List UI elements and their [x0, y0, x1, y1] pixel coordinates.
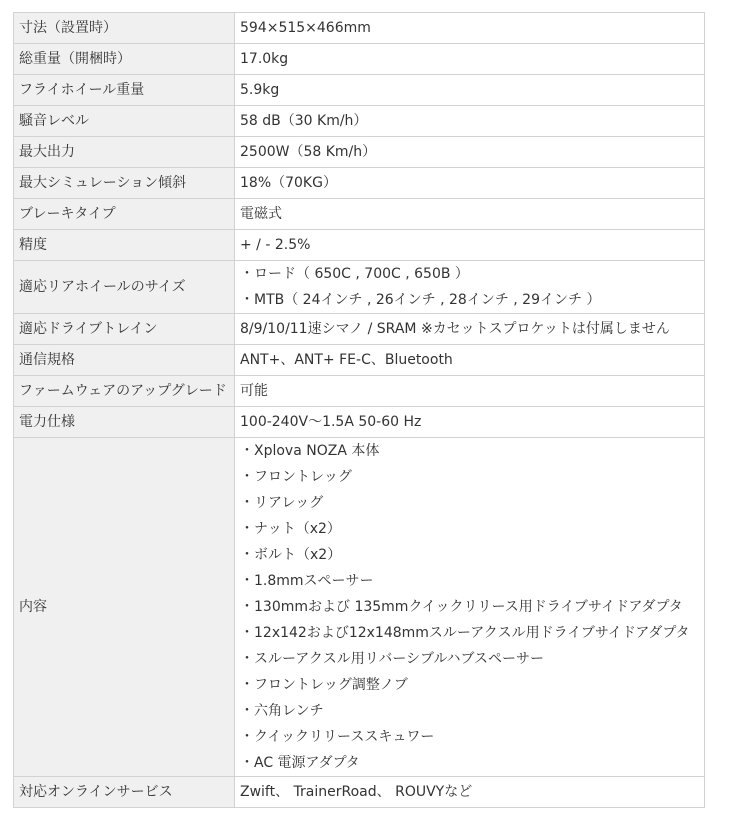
table-row [14, 230, 705, 261]
list-item: ・クイックリリーススキュワー [240, 729, 435, 745]
spec-value [235, 438, 705, 777]
list-item: ・スルーアクスル用リバーシブルハブスペーサー [240, 651, 544, 667]
table-row [14, 137, 705, 168]
list-item: ・ロード（ 650C , 700C , 650B ） [240, 266, 469, 282]
spec-value: 594×515×466mm [235, 13, 705, 44]
table-row [14, 376, 705, 407]
table-row [14, 44, 705, 75]
bullet-list [240, 438, 704, 776]
table-row [14, 407, 705, 438]
list-item: ・MTB（ 24インチ , 26インチ , 28インチ , 29インチ ） [240, 292, 601, 308]
spec-key: 対応オンラインサービス [14, 777, 235, 808]
spec-value: 100-240V～1.5A 50-60 Hz [235, 407, 705, 438]
list-item: ・1.8mmスペーサー [240, 573, 374, 589]
table-row [14, 106, 705, 137]
spec-key: 通信規格 [14, 345, 235, 376]
spec-key: 総重量（開梱時） [14, 44, 235, 75]
spec-value: ANT+、ANT+ FE-C、Bluetooth [235, 345, 705, 376]
table-row [14, 75, 705, 106]
spec-table [13, 12, 705, 808]
spec-value: Zwift、 TrainerRoad、 ROUVYなど [235, 777, 705, 808]
list-item: ・AC 電源アダプタ [240, 755, 360, 771]
table-row [14, 13, 705, 44]
spec-key: 騒音レベル [14, 106, 235, 137]
list-item: ・ナット（x2） [240, 521, 341, 537]
spec-value: 18%（70KG） [235, 168, 705, 199]
spec-key: 電力仕様 [14, 407, 235, 438]
spec-key: フライホイール重量 [14, 75, 235, 106]
table-row [14, 438, 705, 777]
bullet-list [240, 261, 704, 313]
spec-value: 17.0kg [235, 44, 705, 75]
list-item: ・六角レンチ [240, 703, 324, 719]
spec-value: 電磁式 [235, 199, 705, 230]
spec-value: + / - 2.5% [235, 230, 705, 261]
spec-key: 精度 [14, 230, 235, 261]
table-row [14, 261, 705, 314]
spec-key: ファームウェアのアップグレード [14, 376, 235, 407]
list-item: ・リアレッグ [240, 495, 324, 511]
spec-value [235, 261, 705, 314]
list-item: ・フロントレッグ [240, 469, 352, 485]
table-row [14, 168, 705, 199]
spec-value: 2500W（58 Km/h） [235, 137, 705, 168]
spec-value: 8/9/10/11速シマノ / SRAM ※カセットスプロケットは付属しません [235, 314, 705, 345]
spec-key: ブレーキタイプ [14, 199, 235, 230]
list-item: ・ボルト（x2） [240, 547, 342, 563]
spec-value: 58 dB（30 Km/h） [235, 106, 705, 137]
table-row [14, 199, 705, 230]
spec-key: 最大出力 [14, 137, 235, 168]
table-row [14, 314, 705, 345]
table-row [14, 777, 705, 808]
list-item: ・12x142および12x148mmスルーアクスル用ドライブサイドアダプタ [240, 625, 690, 641]
list-item: ・Xplova NOZA 本体 [240, 443, 380, 459]
spec-value: 5.9kg [235, 75, 705, 106]
spec-key: 内容 [14, 438, 235, 777]
spec-key: 適応リアホイールのサイズ [14, 261, 235, 314]
table-row [14, 345, 705, 376]
spec-value: 可能 [235, 376, 705, 407]
list-item: ・130mmおよび 135mmクイックリリース用ドライブサイドアダプタ [240, 599, 683, 615]
spec-key: 寸法（設置時） [14, 13, 235, 44]
spec-key: 最大シミュレーション傾斜 [14, 168, 235, 199]
spec-key: 適応ドライブトレイン [14, 314, 235, 345]
list-item: ・フロントレッグ調整ノブ [240, 677, 408, 693]
